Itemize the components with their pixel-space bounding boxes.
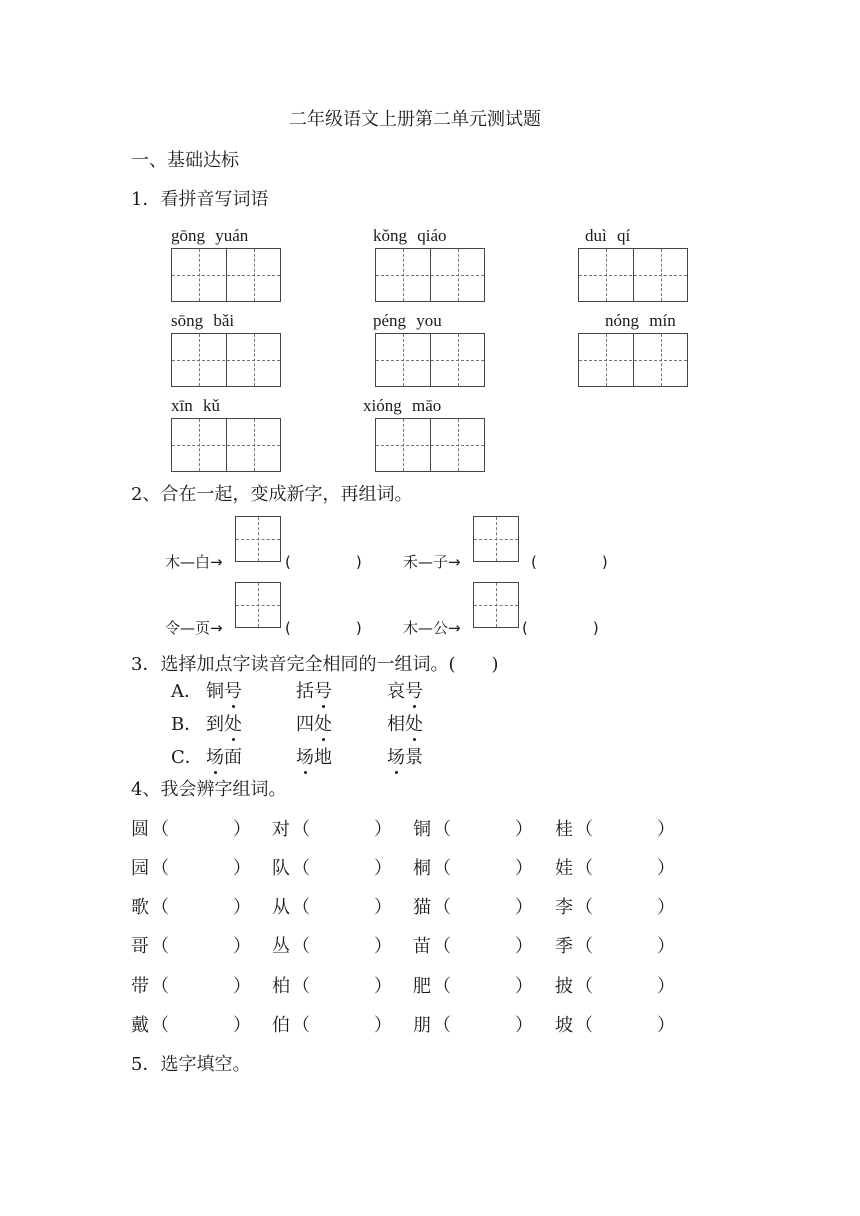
writing-grid-box[interactable] xyxy=(578,248,688,302)
paren-open[interactable]: （ xyxy=(151,936,169,957)
word-answer-blank[interactable]: ( ) xyxy=(531,553,609,571)
paren-close[interactable]: ） xyxy=(657,976,675,997)
question-3-title: 3．选择加点字读音完全相同的一组词。( ) xyxy=(131,654,499,675)
word-char: 哀 xyxy=(387,681,405,702)
paren-close[interactable]: ） xyxy=(515,976,533,997)
paren-open[interactable]: （ xyxy=(292,819,310,840)
word-char: 地 xyxy=(314,747,332,768)
character-item: 苗 xyxy=(413,936,431,957)
option-word xyxy=(206,743,242,769)
dotted-char: 场 xyxy=(206,743,224,769)
word-char: 括 xyxy=(296,681,314,702)
paren-open[interactable]: （ xyxy=(151,819,169,840)
paren-open[interactable]: （ xyxy=(433,897,451,918)
paren-open[interactable]: （ xyxy=(433,1015,451,1036)
writing-grid-box[interactable] xyxy=(375,333,485,387)
pinyin-label: sōng bǎi xyxy=(171,311,235,330)
character-item: 坡 xyxy=(555,1015,573,1036)
paren-close[interactable]: ） xyxy=(233,858,251,879)
combine-formula: 禾—子→ xyxy=(403,553,461,571)
option-word xyxy=(206,710,242,736)
word-char: 面 xyxy=(224,747,242,768)
pinyin-label: xióng māo xyxy=(363,396,442,415)
paren-open[interactable]: （ xyxy=(151,858,169,879)
paren-close[interactable]: ） xyxy=(515,1015,533,1036)
character-item: 铜 xyxy=(413,819,431,840)
paren-close[interactable]: ） xyxy=(374,1015,392,1036)
paren-close[interactable]: ） xyxy=(233,1015,251,1036)
option-word xyxy=(296,710,332,736)
paren-close[interactable]: ） xyxy=(233,897,251,918)
word-char: 到 xyxy=(206,714,224,735)
question-2-title: 2、合在一起，变成新字，再组词。 xyxy=(131,484,413,505)
paren-open[interactable]: （ xyxy=(575,1015,593,1036)
paren-close[interactable]: ） xyxy=(374,897,392,918)
dotted-char: 处 xyxy=(405,710,423,736)
writing-grid-box[interactable] xyxy=(171,333,281,387)
option-letter[interactable]: A． xyxy=(171,681,202,702)
paren-close[interactable]: ） xyxy=(515,819,533,840)
paren-close[interactable]: ） xyxy=(657,819,675,840)
paren-open[interactable]: （ xyxy=(433,819,451,840)
character-item: 园 xyxy=(131,858,149,879)
word-char: 相 xyxy=(387,714,405,735)
combine-formula: 木—白→ xyxy=(165,553,223,571)
pinyin-label: gōng yuán xyxy=(171,226,249,245)
dotted-char: 处 xyxy=(314,710,332,736)
new-character-box[interactable] xyxy=(235,582,281,628)
character-item: 伯 xyxy=(272,1015,290,1036)
character-item: 圆 xyxy=(131,819,149,840)
paren-close[interactable]: ） xyxy=(233,976,251,997)
character-item: 桂 xyxy=(555,819,573,840)
character-item: 肥 xyxy=(413,976,431,997)
option-word xyxy=(387,743,423,769)
option-word xyxy=(387,677,423,703)
pinyin-label: péng you xyxy=(373,311,442,330)
question-4-title: 4、我会辨字组词。 xyxy=(131,779,287,800)
paren-open[interactable]: （ xyxy=(151,976,169,997)
page-title: 二年级语文上册第二单元测试题 xyxy=(289,109,541,130)
dotted-char: 号 xyxy=(314,677,332,703)
paren-open[interactable]: （ xyxy=(433,936,451,957)
writing-grid-box[interactable] xyxy=(375,418,485,472)
character-item: 哥 xyxy=(131,936,149,957)
dotted-char: 场 xyxy=(387,743,405,769)
pinyin-label: duì qí xyxy=(585,226,631,245)
dotted-char: 场 xyxy=(296,743,314,769)
pinyin-label: xīn kǔ xyxy=(171,396,220,415)
paren-close[interactable]: ） xyxy=(374,936,392,957)
option-word xyxy=(296,677,332,703)
writing-grid-box[interactable] xyxy=(171,418,281,472)
pinyin-label: kǒng qiáo xyxy=(373,226,447,245)
dotted-char: 号 xyxy=(405,677,423,703)
paren-open[interactable]: （ xyxy=(151,1015,169,1036)
word-char: 景 xyxy=(405,747,423,768)
paren-open[interactable]: （ xyxy=(575,897,593,918)
new-character-box[interactable] xyxy=(473,516,519,562)
paren-close[interactable]: ） xyxy=(657,858,675,879)
paren-open[interactable]: （ xyxy=(575,819,593,840)
character-item: 朋 xyxy=(413,1015,431,1036)
combine-formula: 令—页→ xyxy=(165,619,223,637)
paren-open[interactable]: （ xyxy=(575,858,593,879)
paren-close[interactable]: ） xyxy=(515,897,533,918)
character-item: 戴 xyxy=(131,1015,149,1036)
character-item: 猫 xyxy=(413,897,431,918)
paren-open[interactable]: （ xyxy=(575,936,593,957)
paren-close[interactable]: ） xyxy=(374,819,392,840)
writing-grid-box[interactable] xyxy=(375,248,485,302)
word-answer-blank[interactable]: ( ) xyxy=(522,619,600,637)
paren-close[interactable]: ） xyxy=(657,1015,675,1036)
word-answer-blank[interactable]: ( ) xyxy=(285,553,363,571)
dotted-char: 号 xyxy=(224,677,242,703)
section-heading: 一、基础达标 xyxy=(131,150,239,171)
paren-open[interactable]: （ xyxy=(433,858,451,879)
character-item: 队 xyxy=(272,858,290,879)
character-item: 对 xyxy=(272,819,290,840)
paren-close[interactable]: ） xyxy=(657,897,675,918)
combine-formula: 木—公→ xyxy=(403,619,461,637)
word-answer-blank[interactable]: ( ) xyxy=(285,619,363,637)
character-item: 歌 xyxy=(131,897,149,918)
paren-close[interactable]: ） xyxy=(515,858,533,879)
paren-open[interactable]: （ xyxy=(292,936,310,957)
character-item: 披 xyxy=(555,976,573,997)
option-letter[interactable]: B． xyxy=(171,714,203,735)
paren-close[interactable]: ） xyxy=(374,858,392,879)
paren-open[interactable]: （ xyxy=(292,858,310,879)
option-word xyxy=(296,743,332,769)
paren-open[interactable]: （ xyxy=(292,976,310,997)
question-5-title: 5．选字填空。 xyxy=(131,1054,251,1075)
paren-close[interactable]: ） xyxy=(233,936,251,957)
paren-open[interactable]: （ xyxy=(292,1015,310,1036)
paren-close[interactable]: ） xyxy=(657,936,675,957)
character-item: 丛 xyxy=(272,936,290,957)
character-item: 娃 xyxy=(555,858,573,879)
pinyin-label: nóng mín xyxy=(605,311,676,330)
new-character-box[interactable] xyxy=(473,582,519,628)
character-item: 桐 xyxy=(413,858,431,879)
paren-open[interactable]: （ xyxy=(292,897,310,918)
option-word xyxy=(206,677,242,703)
character-item: 季 xyxy=(555,936,573,957)
character-item: 从 xyxy=(272,897,290,918)
character-item: 带 xyxy=(131,976,149,997)
paren-close[interactable]: ） xyxy=(374,976,392,997)
dotted-char: 处 xyxy=(224,710,242,736)
paren-close[interactable]: ） xyxy=(515,936,533,957)
writing-grid-box[interactable] xyxy=(578,333,688,387)
writing-grid-box[interactable] xyxy=(171,248,281,302)
question-1-title: 1．看拼音写词语 xyxy=(131,189,269,210)
option-letter[interactable]: C． xyxy=(171,747,203,768)
word-char: 铜 xyxy=(206,681,224,702)
option-word xyxy=(387,710,423,736)
paren-open[interactable]: （ xyxy=(151,897,169,918)
paren-open[interactable]: （ xyxy=(575,976,593,997)
character-item: 柏 xyxy=(272,976,290,997)
paren-close[interactable]: ） xyxy=(233,819,251,840)
paren-open[interactable]: （ xyxy=(433,976,451,997)
new-character-box[interactable] xyxy=(235,516,281,562)
word-char: 四 xyxy=(296,714,314,735)
character-item: 李 xyxy=(555,897,573,918)
